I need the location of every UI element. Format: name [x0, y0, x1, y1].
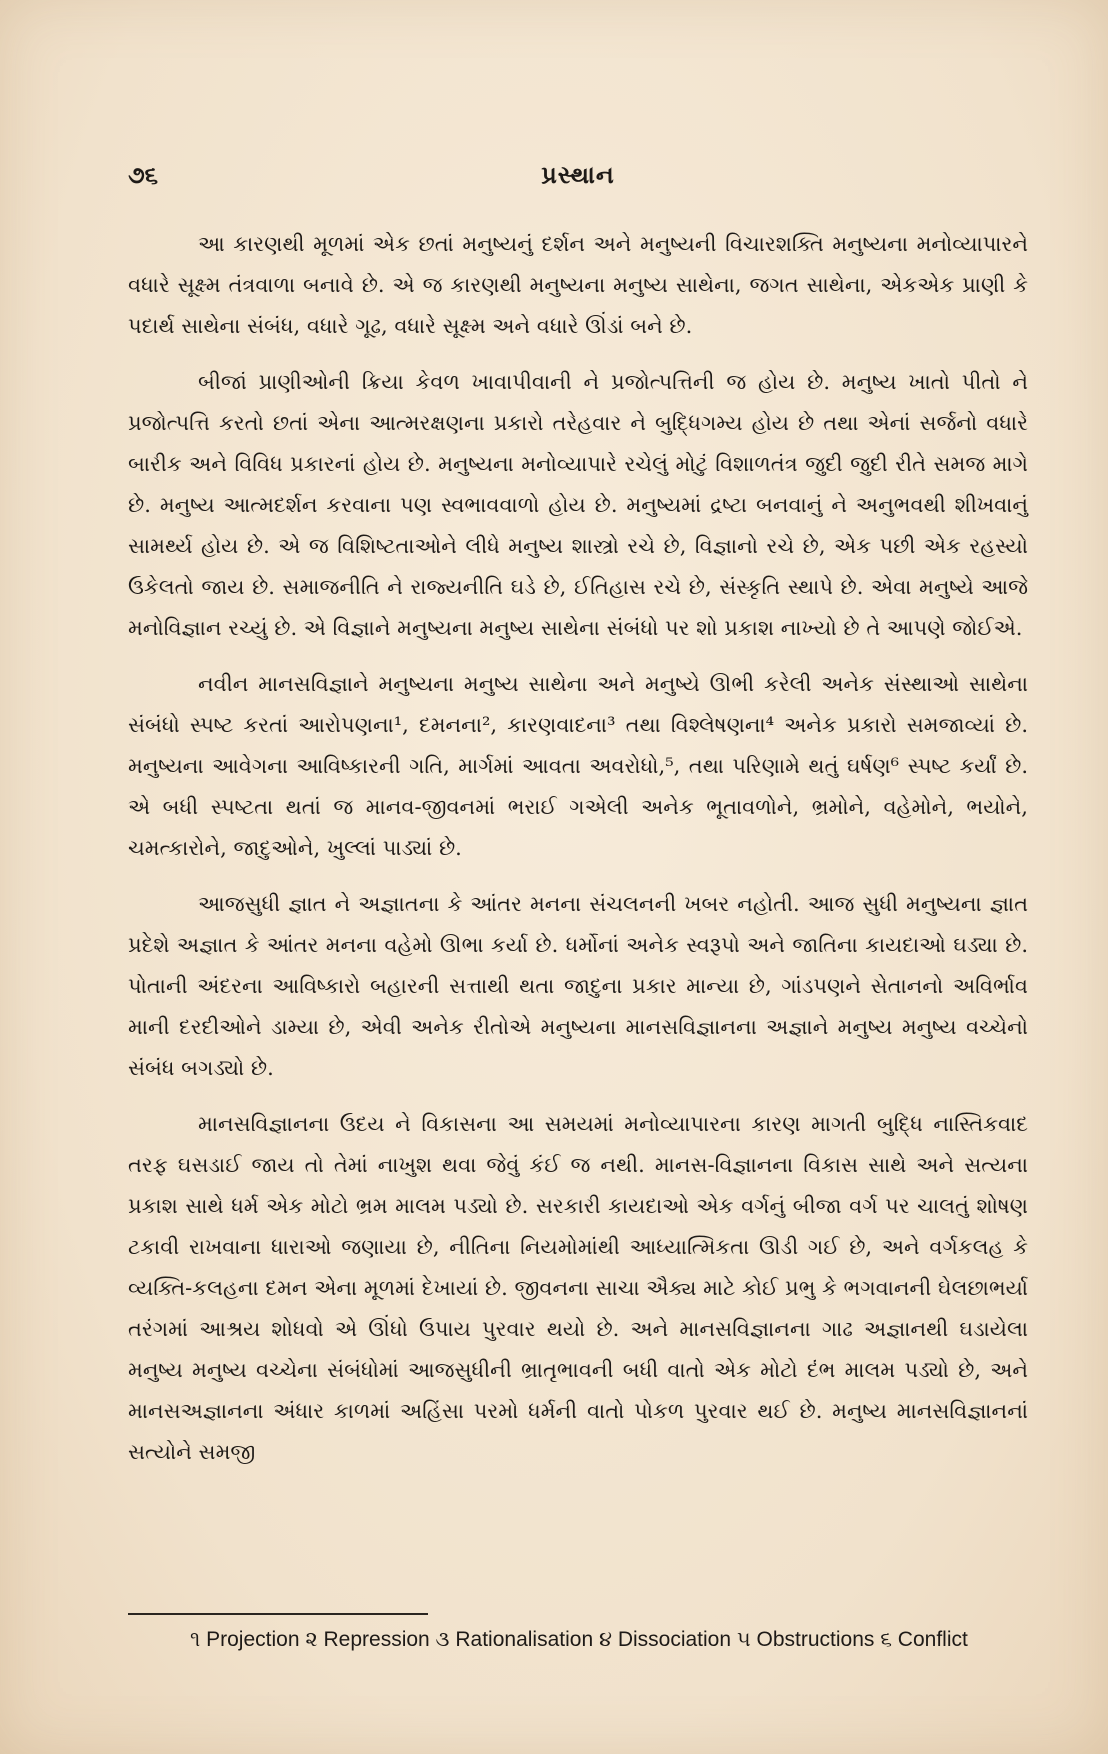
body-text [128, 224, 1028, 1488]
paragraph: માનસવિજ્ઞાનના ઉદય ને વિકાસના આ સમયમાં મનોવ્યાપારના કારણ માગતી બુદ્ધિ નાસ્તિકવાદ તરફ ઘસડાઈ જાય તો તેમાં નાખુશ થવા જેવું કંઈ જ નથી. માનસ-વિજ્ઞાનના વિકાસ સાથે અને સત્યના પ્રકાશ સાથે ધર્મ એક મોટો ભ્રમ માલમ પડ્યો છે. સરકારી કાયદાઓ એક વર્ગનું બીજા વર્ગ પર ચાલતું શોષણ ટકાવી રાખવાના ધારાઓ જણાયા છે, નીતિના નિયમોમાંથી આધ્યાત્મિકતા ઊડી ગઈ છે, અને વર્ગકલહ કે વ્યક્તિ-કલહના દમન એના મૂળમાં દેખાયાં છે. જીવનના સાચા ઐક્ય માટે કોઈ પ્રભુ કે ભગવાનની ઘેલછાભર્યા તરંગમાં આશ્રય શોધવો એ ઊંધો ઉપાય પુરવાર થયો છે. અને માનસવિજ્ઞાનના ગાઢ અજ્ઞાનથી ઘડાયેલા મનુષ્ય મનુષ્ય વચ્ચેના સંબંધોમાં આજસુધીની ભ્રાતૃભાવની બધી વાતો એક મોટો દંભ માલમ પડ્યો છે, અને માનસઅજ્ઞાનના અંધાર કાળમાં અહિંસા પરમો ધર્મની વાતો પોકળ પુરવાર થઈ છે. મનુષ્ય માનસવિજ્ઞાનનાં સત્યોને સમજી [128, 1112, 1028, 1464]
paragraph: આજસુધી જ્ઞાત ને અજ્ઞાતના કે આંતર મનના સંચલનની ખબર નહોતી. આજ સુધી મનુષ્યના જ્ઞાત પ્રદેશે અજ્ઞાત કે આંતર મનના વહેમો ઊભા કર્યા છે. ધર્મોનાં અનેક સ્વરૂપો અને જાતિના કાયદાઓ ઘડ્યા છે. પોતાની અંદરના આવિષ્કારો બહારની સત્તાથી થતા જાદુના પ્રકાર માન્યા છે, ગાંડપણને સેતાનનો અવિર્ભાવ માની દરદીઓને ડામ્યા છે, એવી અનેક રીતોએ મનુષ્યના માનસવિજ્ઞાનના અજ્ઞાને મનુષ્ય મનુષ્ય વચ્ચેનો સંબંધ બગડ્યો છે. [128, 892, 1028, 1080]
page-number: ૭૬ [128, 160, 159, 189]
footnote-divider [128, 1613, 428, 1615]
footnotes: ૧ Projection ૨ Repression ૩ Rationalisation ૪ Dissociation ૫ Obstructions ૬ Conflict [190, 1628, 968, 1651]
running-head [128, 160, 1028, 194]
paragraph: નવીન માનસવિજ્ઞાને મનુષ્યના મનુષ્ય સાથેના અને મનુષ્યે ઊભી કરેલી અનેક સંસ્થાઓ સાથેના સંબંધો સ્પષ્ટ કરતાં આરોપણના¹, દમનના², કારણવાદના³ તથા વિશ્લેષણના⁴ અનેક પ્રકારો સમજાવ્યાં છે. મનુષ્યના આવેગના આવિષ્કારની ગતિ, માર્ગમાં આવતા અવરોધો,⁵, તથા પરિણામે થતું ઘર્ષણ⁶ સ્પષ્ટ કર્યાં છે. એ બધી સ્પષ્ટતા થતાં જ માનવ-જીવનમાં ભરાઈ ગએલી અનેક ભૂતાવળોને, ભ્રમોને, વહેમોને, ભયોને, ચમત્કારોને, જાદુઓને, ખુલ્લાં પાડ્યાં છે. [128, 672, 1028, 860]
paragraph: બીજાં પ્રાણીઓની ક્રિયા કેવળ ખાવાપીવાની ને પ્રજોત્પત્તિની જ હોય છે. મનુષ્ય ખાતો પીતો ને પ્રજોત્પત્તિ કરતો છતાં એના આત્મરક્ષણના પ્રકારો તરેહવાર ને બુદ્ધિગમ્ય હોય છે તથા એનાં સર્જનો વધારે બારીક અને વિવિધ પ્રકારનાં હોય છે. મનુષ્યના મનોવ્યાપારે રચેલું મોટું વિશાળતંત્ર જુદી જુદી રીતે સમજ માગે છે. મનુષ્ય આત્મદર્શન કરવાના પણ સ્વભાવવાળો હોય છે. મનુષ્યમાં દ્રષ્ટા બનવાનું ને અનુભવથી શીખવાનું સામર્થ્ય હોય છે. એ જ વિશિષ્ટતાઓને લીધે મનુષ્ય શાસ્ત્રો રચે છે, વિજ્ઞાનો રચે છે, એક પછી એક રહસ્યો ઉકેલતો જાય છે. સમાજનીતિ ને રાજ્યનીતિ ઘડે છે, ઈતિહાસ રચે છે, સંસ્કૃતિ સ્થાપે છે. એવા મનુષ્યે આજે મનોવિજ્ઞાન રચ્યું છે. એ વિજ્ઞાને મનુષ્યના મનુષ્ય સાથેના સંબંધો પર શો પ્રકાશ નાખ્યો છે તે આપણે જોઈએ. [128, 370, 1028, 640]
running-title: પ્રસ્થાન [541, 160, 615, 189]
paragraph: આ કારણથી મૂળમાં એક છતાં મનુષ્યનું દર્શન અને મનુષ્યની વિચારશક્તિ મનુષ્યના મનોવ્યાપારને વધારે સૂક્ષ્મ તંત્રવાળા બનાવે છે. એ જ કારણથી મનુષ્યના મનુષ્ય સાથેના, જગત સાથેના, એકએક પ્રાણી કે પદાર્થ સાથેના સંબંધ, વધારે ગૂઢ, વધારે સૂક્ષ્મ અને વધારે ઊંડાં બને છે. [128, 232, 1028, 338]
